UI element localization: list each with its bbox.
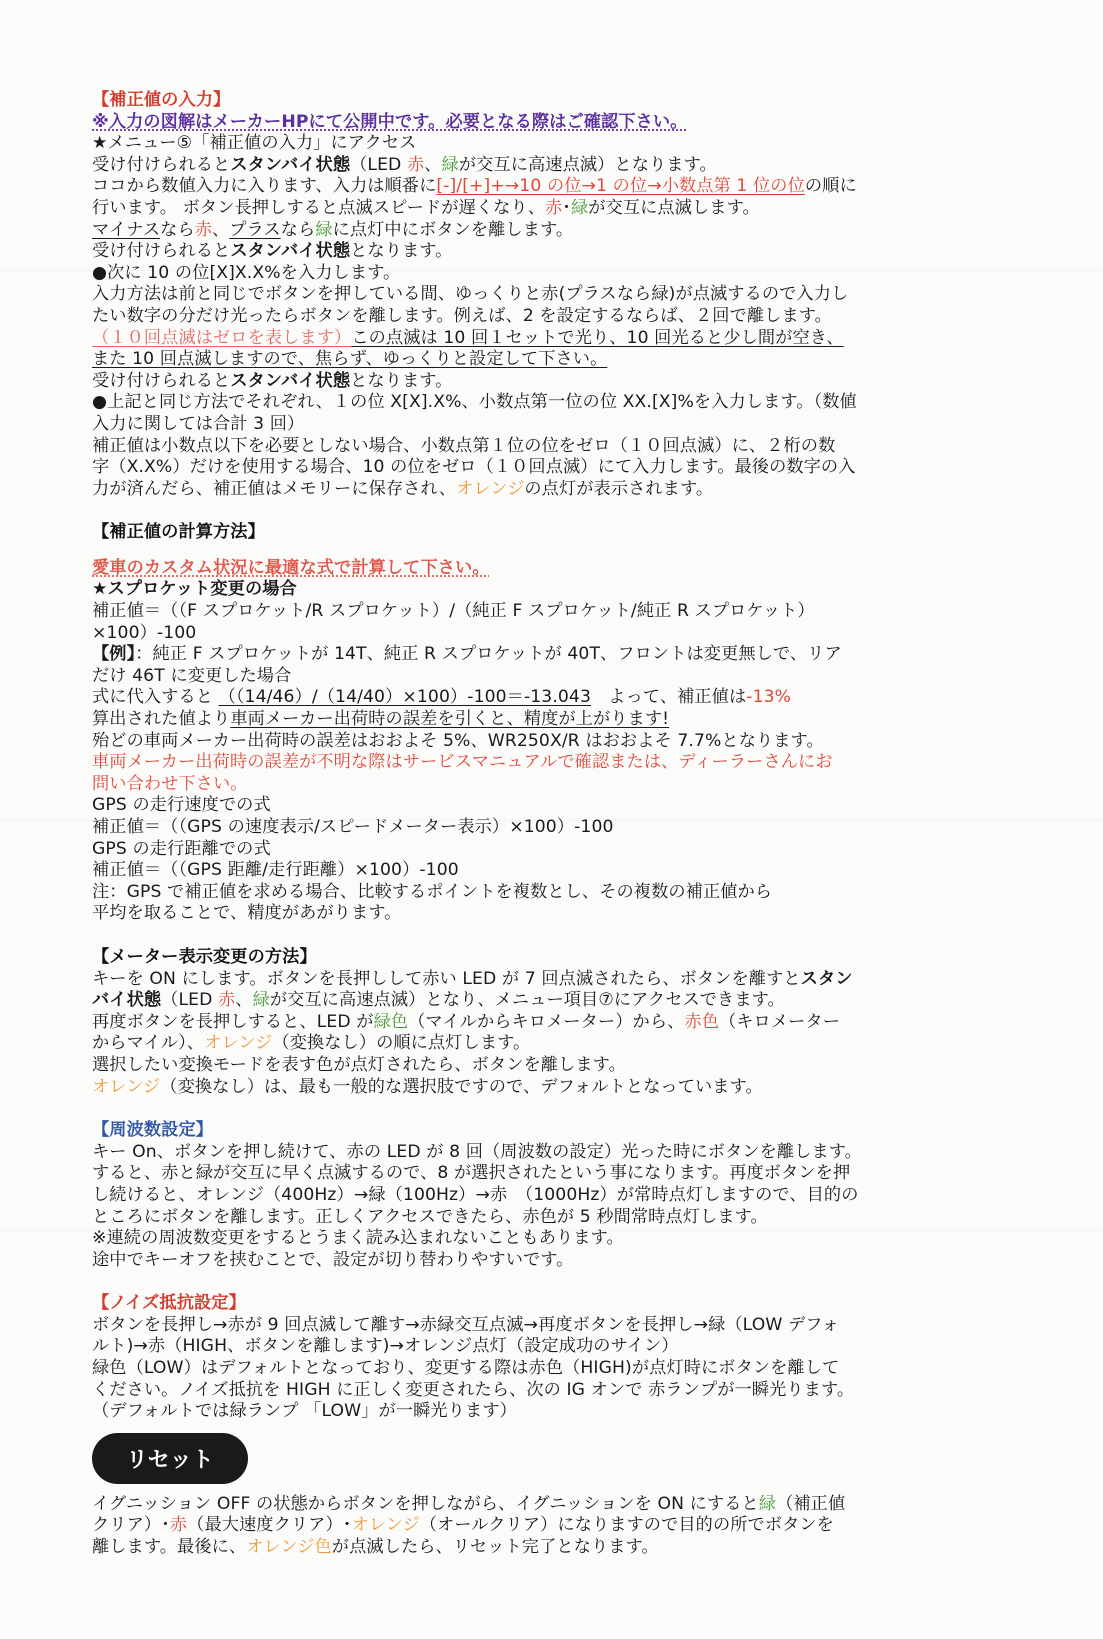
body-text: また 10 回点滅しますので、焦らず、ゆっくりと設定して下さい。 — [92, 349, 608, 370]
section-title-meter-display: 【メーター表示変更の方法】 — [92, 946, 317, 967]
sign-line: マイナスなら赤、プラスなら緑に点灯中にボタンを離します。 — [92, 219, 574, 240]
hp-note: ※入力の図解はメーカーHPにて公開中です。必要となる際はご確認下さい。 — [92, 111, 688, 132]
dealer-note: 車両メーカー出荷時の誤差が不明な際はサービスマニュアルで確認または、ディーラーさんにお — [92, 752, 833, 773]
dealer-note: 問い合わせ下さい。 — [92, 773, 248, 794]
standby-line: 受け付けられるとスタンバイ状態となります。 — [92, 370, 453, 391]
body-text: ください。ノイズ抵抗を HIGH に正しく変更されたら、次の IG オンで 赤ランプが一瞬光ります。 — [92, 1379, 855, 1400]
body-text: すると、赤と緑が交互に早く点滅するので、8 が選択されたという事になります。再度ボタンを押 — [92, 1163, 851, 1184]
section-title-noise: 【ノイズ抵抗設定】 — [92, 1293, 246, 1314]
tens-digit-line: ●次に 10 の位[X]X.X%を入力します。 — [92, 262, 401, 283]
sprocket-heading: ★スプロケット変更の場合 — [92, 579, 297, 600]
body-text: 入力方法は前と同じでボタンを押している間、ゆっくりと赤(プラスなら緑)が点滅するので入力し — [92, 284, 849, 305]
body-text: 緑色（LOW）はデフォルトとなっており、変更する際は赤色（HIGH)が点灯時にボタンを離して — [92, 1358, 840, 1379]
manual-page — [92, 90, 1022, 1559]
menu-access-line: ★メニュー⑤「補正値の入力」にアクセス — [92, 133, 417, 154]
body-text: だけ 46T に変更した場合 — [92, 665, 292, 686]
body-text: クリア）･赤（最大速度クリア）･オレンジ（オールクリア）になりますので目的の所でボタンを — [92, 1515, 834, 1536]
body-text: たい数字の分だけ光ったらボタンを離します。例えば、2 を設定するならば、２回で離します。 — [92, 305, 832, 326]
body-text: ●上記と同じ方法でそれぞれ、１の位 X[X].X%、小数点第一位の位 XX.[X]%を入力します。（数値 — [92, 392, 857, 413]
body-text: 選択したい変換モードを表す色が点灯されたら、ボタンを離します。 — [92, 1054, 626, 1075]
gps-distance-heading: GPS の走行距離での式 — [92, 838, 271, 859]
zero-note-line: （１０回点滅はゼロを表します）この点滅は 10 回１セットで光り、10 回光ると少し間が空き、 — [92, 327, 844, 348]
body-text: キー On、ボタンを押し続けて、赤の LED が 8 回（周波数の設定）光った時にボタンを離します。 — [92, 1141, 862, 1162]
body-text: 離します。最後に、オレンジ色が点滅したら、リセット完了となります。 — [92, 1537, 659, 1558]
input-order-line: ココから数値入力に入ります、入力は順番に[-]/[+]+→10 の位→1 の位→小数点第 1 位の位の順に — [92, 176, 857, 197]
body-text: 平均を取ることで、精度があがります。 — [92, 903, 402, 924]
body-text: 入力に関しては合計 3 回） — [92, 413, 305, 434]
body-text: 再度ボタンを長押しすると、LED が緑色（マイルからキロメーター）から、赤色（キロメーター — [92, 1011, 840, 1032]
body-text: ところにボタンを離します。正しくアクセスできたら、赤色が 5 秒間常時点灯します。 — [92, 1206, 768, 1227]
standby-line: 受け付けられるとスタンバイ状態（LED 赤、緑が交互に高速点滅）となります。 — [92, 154, 717, 175]
body-text: （デフォルトでは緑ランプ 「LOW」が一瞬光ります） — [92, 1401, 517, 1422]
body-text: 算出された値より車両メーカー出荷時の誤差を引くと、精度が上がります! — [92, 709, 670, 730]
calc-note: 愛車のカスタム状況に最適な式で計算して下さい。 — [92, 557, 490, 578]
section-title-frequency: 【周波数設定】 — [92, 1120, 214, 1141]
example-line: 【例】：純正 F スプロケットが 14T、純正 R スプロケットが 40T、フロントは変更無しで、リア — [92, 644, 842, 665]
gps-distance-formula: 補正値＝（（GPS 距離/走行距離）×100）-100 — [92, 860, 459, 881]
sprocket-formula: 補正値＝（（F スプロケット/R スプロケット）/（純正 F スプロケット/純正 R スプロケット） — [92, 601, 815, 622]
section-title-calculation: 【補正値の計算方法】 — [92, 522, 265, 543]
reset-badge: リセット — [92, 1433, 248, 1484]
body-text: からマイル）、オレンジ（変換なし）の順に点灯します。 — [92, 1033, 531, 1054]
body-text: オレンジ（変換なし）は、最も一般的な選択肢ですので、デフォルトとなっています。 — [92, 1076, 763, 1097]
body-text: イグニッション OFF の状態からボタンを押しながら、イグニッションを ON にすると緑（補正値 — [92, 1493, 846, 1514]
gps-speed-heading: GPS の走行速度での式 — [92, 795, 271, 816]
blink-speed-line: 行います。 ボタン長押しすると点滅スピードが遅くなり、赤･緑が交互に点滅します。 — [92, 197, 760, 218]
body-text: 注：GPS で補正値を求める場合、比較するポイントを複数とし、その複数の補正値から — [92, 881, 773, 902]
body-text: 補正値は小数点以下を必要としない場合、小数点第１位の位をゼロ（１０回点滅）に、２桁の数 — [92, 435, 836, 456]
body-text: し続けると、オレンジ（400Hz）→緑（100Hz）→赤 （1000Hz）が常時点灯しますので、目的の — [92, 1184, 859, 1205]
body-text: バイ状態（LED 赤、緑が交互に高速点滅）となり、メニュー項目⑦にアクセスできます。 — [92, 990, 785, 1011]
gps-speed-formula: 補正値＝（（GPS の速度表示/スピードメーター表示）×100）-100 — [92, 817, 614, 837]
body-text: 力が済んだら、補正値はメモリーに保存され、オレンジの点灯が表示されます。 — [92, 478, 714, 499]
body-text: ルト)→赤（HIGH、ボタンを離します)→オレンジ点灯（設定成功のサイン） — [92, 1336, 679, 1357]
body-text: 殆どの車両メーカー出荷時の誤差はおおよそ 5%、WR250X/R はおおよそ 7.7%となります。 — [92, 730, 824, 751]
sprocket-formula: ×100）-100 — [92, 622, 197, 643]
standby-line: 受け付けられるとスタンバイ状態となります。 — [92, 241, 453, 262]
body-text: ボタンを長押し→赤が 9 回点滅して離す→赤緑交互点滅→再度ボタンを長押し→緑（LOW デフォ — [92, 1314, 840, 1335]
substitution-line: 式に代入すると （（14/46）/（14/40）×100）-100＝-13.043 よって、補正値は-13% — [92, 687, 792, 708]
body-text: ※連続の周波数変更をするとうまく読み込まれないこともあります。 — [92, 1228, 624, 1249]
section-title-correction-input: 【補正値の入力】 — [92, 90, 231, 110]
body-text: キーを ON にします。ボタンを長押しして赤い LED が 7 回点滅されたら、ボタンを離すとスタン — [92, 968, 853, 989]
body-text: 字（X.X%）だけを使用する場合、10 の位をゼロ（１０回点滅）にて入力します。最後の数字の入 — [92, 457, 856, 478]
body-text: 途中でキーオフを挟むことで、設定が切り替わりやすいです。 — [92, 1249, 574, 1270]
